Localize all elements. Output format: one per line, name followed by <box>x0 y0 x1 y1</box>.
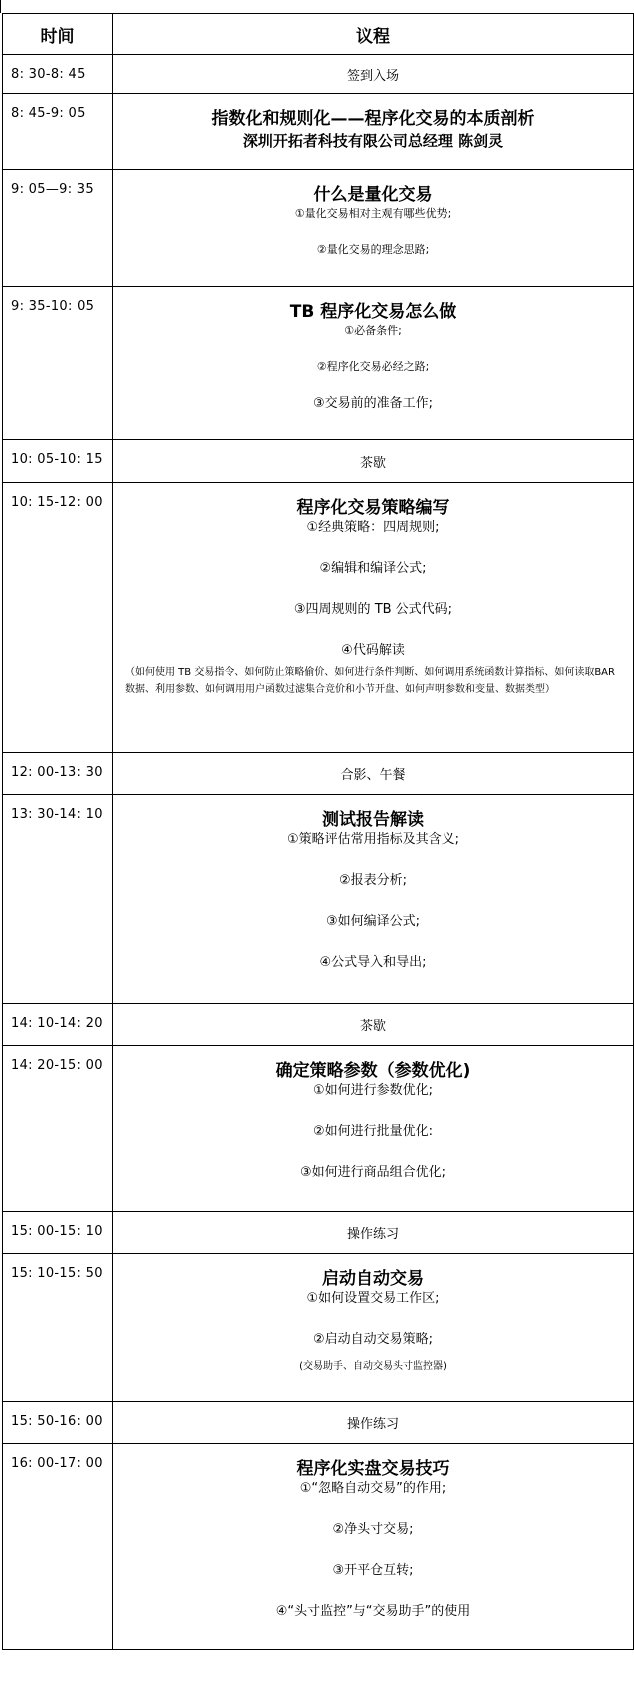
list-item: ②启动自动交易策略; <box>312 1332 434 1347</box>
table-row <box>3 94 634 170</box>
agenda-cell: 合影、午餐 <box>113 753 634 795</box>
session-title: 测试报告解读 <box>322 810 424 830</box>
left-edge-line <box>0 0 3 13</box>
session-title: 什么是量化交易 <box>313 185 433 205</box>
time-cell: 12: 00-13: 30 <box>3 753 113 795</box>
table-row <box>3 287 634 440</box>
list-item: ③交易前的准备工作; <box>312 396 434 411</box>
agenda-cell: 操作练习 <box>113 1402 634 1444</box>
agenda-column-header: 议程 <box>113 14 634 55</box>
list-item: ④“头寸监控”与“交易助手”的使用 <box>275 1604 471 1619</box>
time-cell: 16: 00-17: 00 <box>3 1444 113 1650</box>
list-item: ③四周规则的 TB 公式代码; <box>293 602 453 617</box>
time-cell: 14: 20-15: 00 <box>3 1046 113 1212</box>
table-row <box>3 1004 634 1046</box>
table-row <box>3 1444 634 1650</box>
list-item: ②量化交易的理念思路; <box>316 243 430 256</box>
time-cell: 15: 00-15: 10 <box>3 1212 113 1254</box>
session-title: 启动自动交易 <box>322 1269 424 1289</box>
list-item: ①必备条件; <box>344 324 402 337</box>
agenda-cell <box>113 170 634 287</box>
list-item: ②如何进行批量优化: <box>312 1124 434 1139</box>
list-item: ①“忽略自动交易”的作用; <box>299 1481 447 1496</box>
time-cell: 9: 05—9: 35 <box>3 170 113 287</box>
time-cell: 8: 30-8: 45 <box>3 55 113 94</box>
table-header-row <box>3 14 634 55</box>
table-row <box>3 753 634 795</box>
table-row <box>3 795 634 1004</box>
list-item: ①如何进行参数优化; <box>312 1083 434 1098</box>
list-item: ②编辑和编译公式; <box>319 561 427 576</box>
list-item: ②报表分析; <box>338 873 408 888</box>
time-cell: 10: 15-12: 00 <box>3 483 113 753</box>
list-item: ①策略评估常用指标及其含义; <box>286 832 460 847</box>
session-title: TB 程序化交易怎么做 <box>289 302 457 322</box>
table-row <box>3 440 634 483</box>
session-title: 指数化和规则化——程序化交易的本质剖析 <box>211 109 535 129</box>
agenda-cell <box>113 1254 634 1402</box>
speaker-line: 深圳开拓者科技有限公司总经理 陈剑灵 <box>242 132 504 150</box>
agenda-cell <box>113 287 634 440</box>
list-item: ①量化交易相对主观有哪些优势; <box>294 207 452 220</box>
list-item: ②程序化交易必经之路; <box>316 360 430 373</box>
list-item: ③如何进行商品组合优化; <box>299 1165 447 1180</box>
agenda-cell <box>113 483 634 753</box>
agenda-cell: 操作练习 <box>113 1212 634 1254</box>
agenda-cell: 茶歇 <box>113 1004 634 1046</box>
list-item: ④公式导入和导出; <box>319 955 427 970</box>
session-title: 程序化实盘交易技巧 <box>296 1459 450 1479</box>
session-note: (交易助手、自动交易头寸监控器) <box>299 1361 447 1372</box>
list-item: ④代码解读 <box>341 643 405 658</box>
agenda-table <box>2 13 634 1650</box>
table-row <box>3 55 634 94</box>
time-cell: 9: 35-10: 05 <box>3 287 113 440</box>
agenda-cell <box>113 1444 634 1650</box>
agenda-cell <box>113 795 634 1004</box>
session-title: 确定策略参数（参数优化) <box>275 1061 471 1081</box>
table-row <box>3 1046 634 1212</box>
session-note: （如何使用 TB 交易指令、如何防止策略偷价、如何进行条件判断、如何调用系统函数计算指标、如何读取BAR 数据、利用参数、如何调用用户函数过滤集合竞价和小节开盘、如何声明参数和变量、数据类型） <box>125 667 615 695</box>
list-item: ②净头寸交易; <box>332 1522 414 1537</box>
time-cell: 13: 30-14: 10 <box>3 795 113 1004</box>
time-cell: 15: 10-15: 50 <box>3 1254 113 1402</box>
agenda-cell <box>113 94 634 170</box>
list-item: ③开平仓互转; <box>332 1563 414 1578</box>
table-row <box>3 483 634 753</box>
agenda-cell: 签到入场 <box>113 55 634 94</box>
table-row <box>3 1212 634 1254</box>
table-row <box>3 1254 634 1402</box>
time-cell: 10: 05-10: 15 <box>3 440 113 483</box>
list-item: ①如何设置交易工作区; <box>306 1291 440 1306</box>
list-item: ③如何编译公式; <box>325 914 421 929</box>
time-cell: 8: 45-9: 05 <box>3 94 113 170</box>
session-title: 程序化交易策略编写 <box>296 498 450 518</box>
agenda-cell: 茶歇 <box>113 440 634 483</box>
time-cell: 15: 50-16: 00 <box>3 1402 113 1444</box>
agenda-cell <box>113 1046 634 1212</box>
time-cell: 14: 10-14: 20 <box>3 1004 113 1046</box>
table-row <box>3 170 634 287</box>
list-item: ①经典策略：四周规则; <box>306 520 440 535</box>
time-column-header: 时间 <box>3 14 113 55</box>
table-row <box>3 1402 634 1444</box>
